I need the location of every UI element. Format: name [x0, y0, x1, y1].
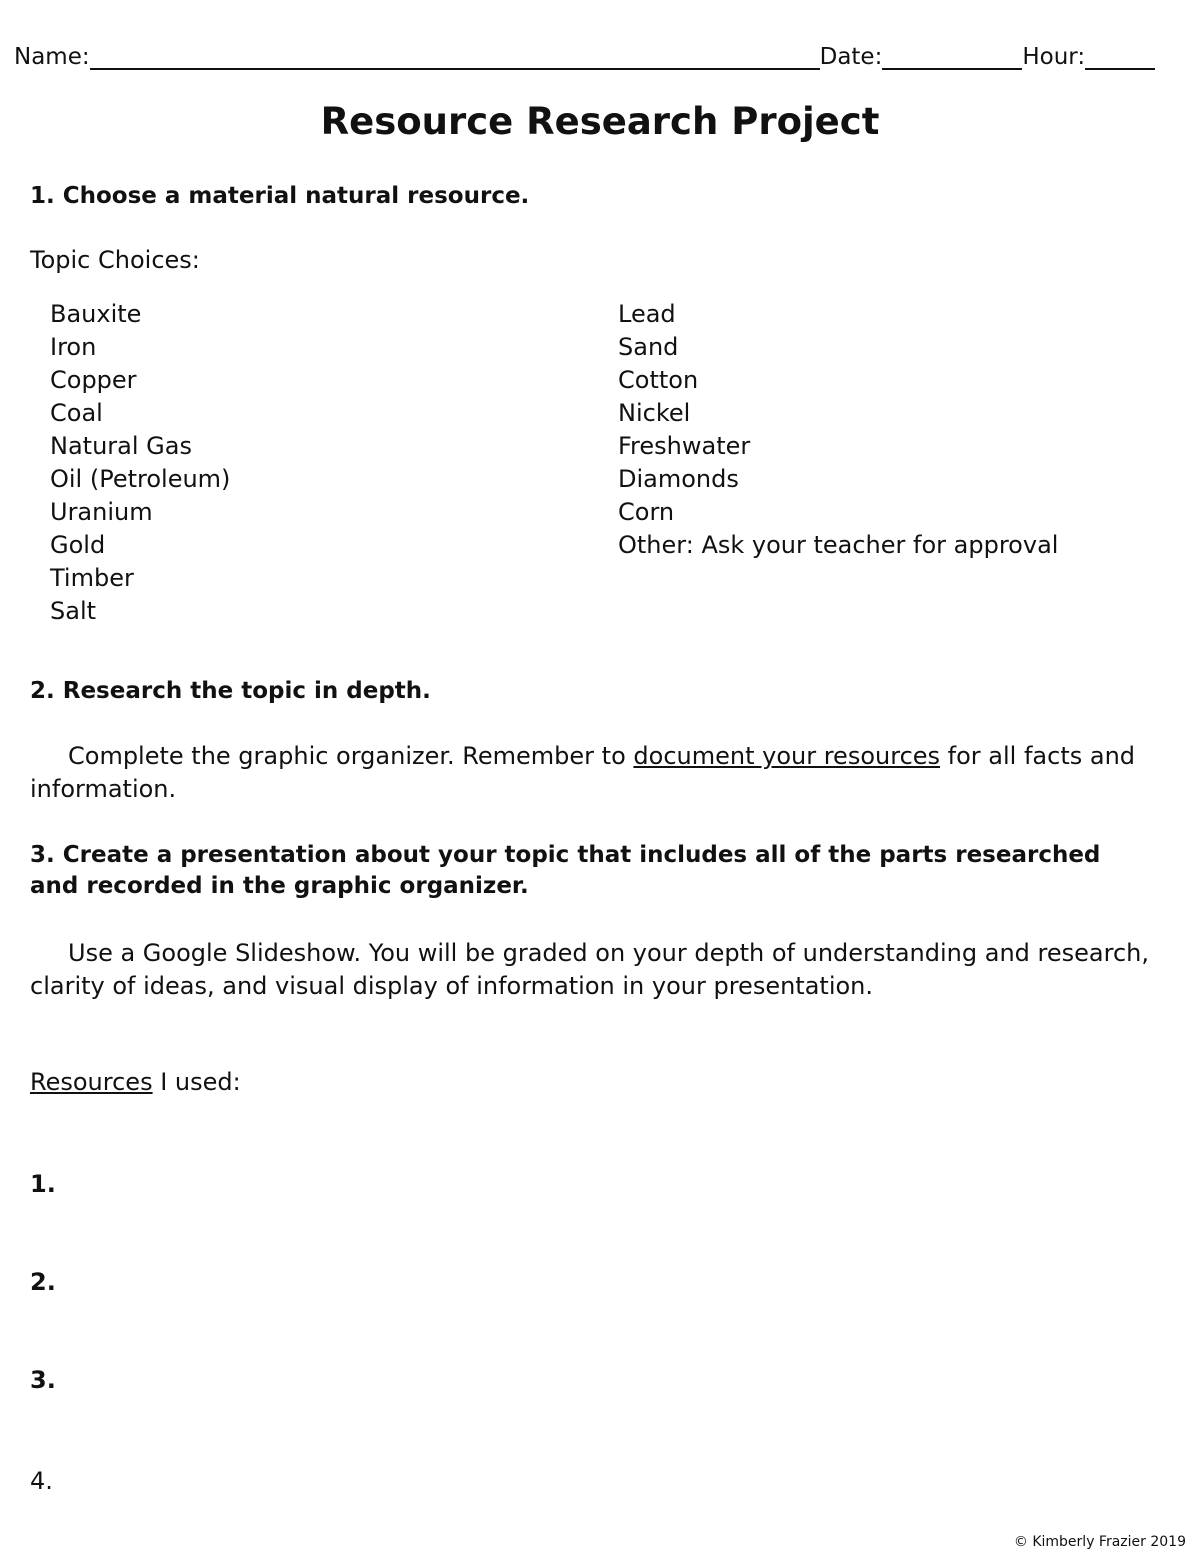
hour-blank[interactable] — [1085, 44, 1155, 70]
topic-item: Cotton — [618, 366, 699, 394]
resource-entry-3[interactable]: 3. — [30, 1366, 56, 1394]
topic-list-right — [618, 298, 1058, 562]
topic-item: Freshwater — [618, 432, 751, 460]
topic-choices-label: Topic Choices: — [30, 246, 200, 274]
date-label: Date: — [819, 44, 883, 70]
copyright-notice: © Kimberly Frazier 2019 — [1013, 1534, 1186, 1550]
hour-label: Hour: — [1022, 44, 1086, 70]
topic-item: Bauxite — [50, 300, 142, 328]
name-label: Name: — [14, 44, 90, 70]
name-blank[interactable] — [90, 44, 820, 70]
resources-label — [30, 1068, 241, 1096]
document-resources-emphasis: document your resources — [633, 742, 941, 770]
step-2-heading: 2. Research the topic in depth. — [30, 678, 431, 704]
date-blank[interactable] — [882, 44, 1022, 70]
topic-item: Sand — [618, 333, 679, 361]
page-title: Resource Research Project — [320, 100, 880, 143]
resource-entry-1[interactable]: 1. — [30, 1170, 56, 1198]
topic-item: Uranium — [50, 498, 153, 526]
step-3-heading: 3. Create a presentation about your topic that includes all of the parts researched and recorded in the graphic organizer. — [30, 842, 1101, 899]
topic-item: Corn — [618, 498, 675, 526]
step-2-instructions — [30, 740, 1160, 806]
topic-item: Oil (Petroleum) — [50, 465, 231, 493]
step-2-text-before: Complete the graphic organizer. Remember to — [68, 742, 634, 770]
topic-item: Diamonds — [618, 465, 739, 493]
resource-entry-2[interactable]: 2. — [30, 1268, 56, 1296]
student-info-row — [14, 36, 1164, 70]
topic-item: Gold — [50, 531, 106, 559]
topic-item: Nickel — [618, 399, 691, 427]
topic-item: Salt — [50, 597, 97, 625]
topic-item: Copper — [50, 366, 137, 394]
topic-item: Lead — [618, 300, 676, 328]
resource-entry-4[interactable]: 4. — [30, 1467, 53, 1495]
step-2-text-after: for all facts and information. — [30, 742, 1136, 803]
step-3-instructions: Use a Google Slideshow. You will be graded on your depth of understanding and research, clarity of ideas, and visual display of information in your presentation. — [30, 939, 1149, 1000]
resources-label-rest: I used: — [152, 1068, 241, 1096]
topic-item: Timber — [50, 564, 134, 592]
topic-item: Other: Ask your teacher for approval — [618, 531, 1059, 559]
step-1-heading: 1. Choose a material natural resource. — [30, 183, 530, 209]
topic-list-left — [50, 298, 230, 628]
topic-item: Coal — [50, 399, 103, 427]
topic-item: Natural Gas — [50, 432, 192, 460]
resources-label-underlined: Resources — [30, 1068, 153, 1096]
topic-item: Iron — [50, 333, 97, 361]
